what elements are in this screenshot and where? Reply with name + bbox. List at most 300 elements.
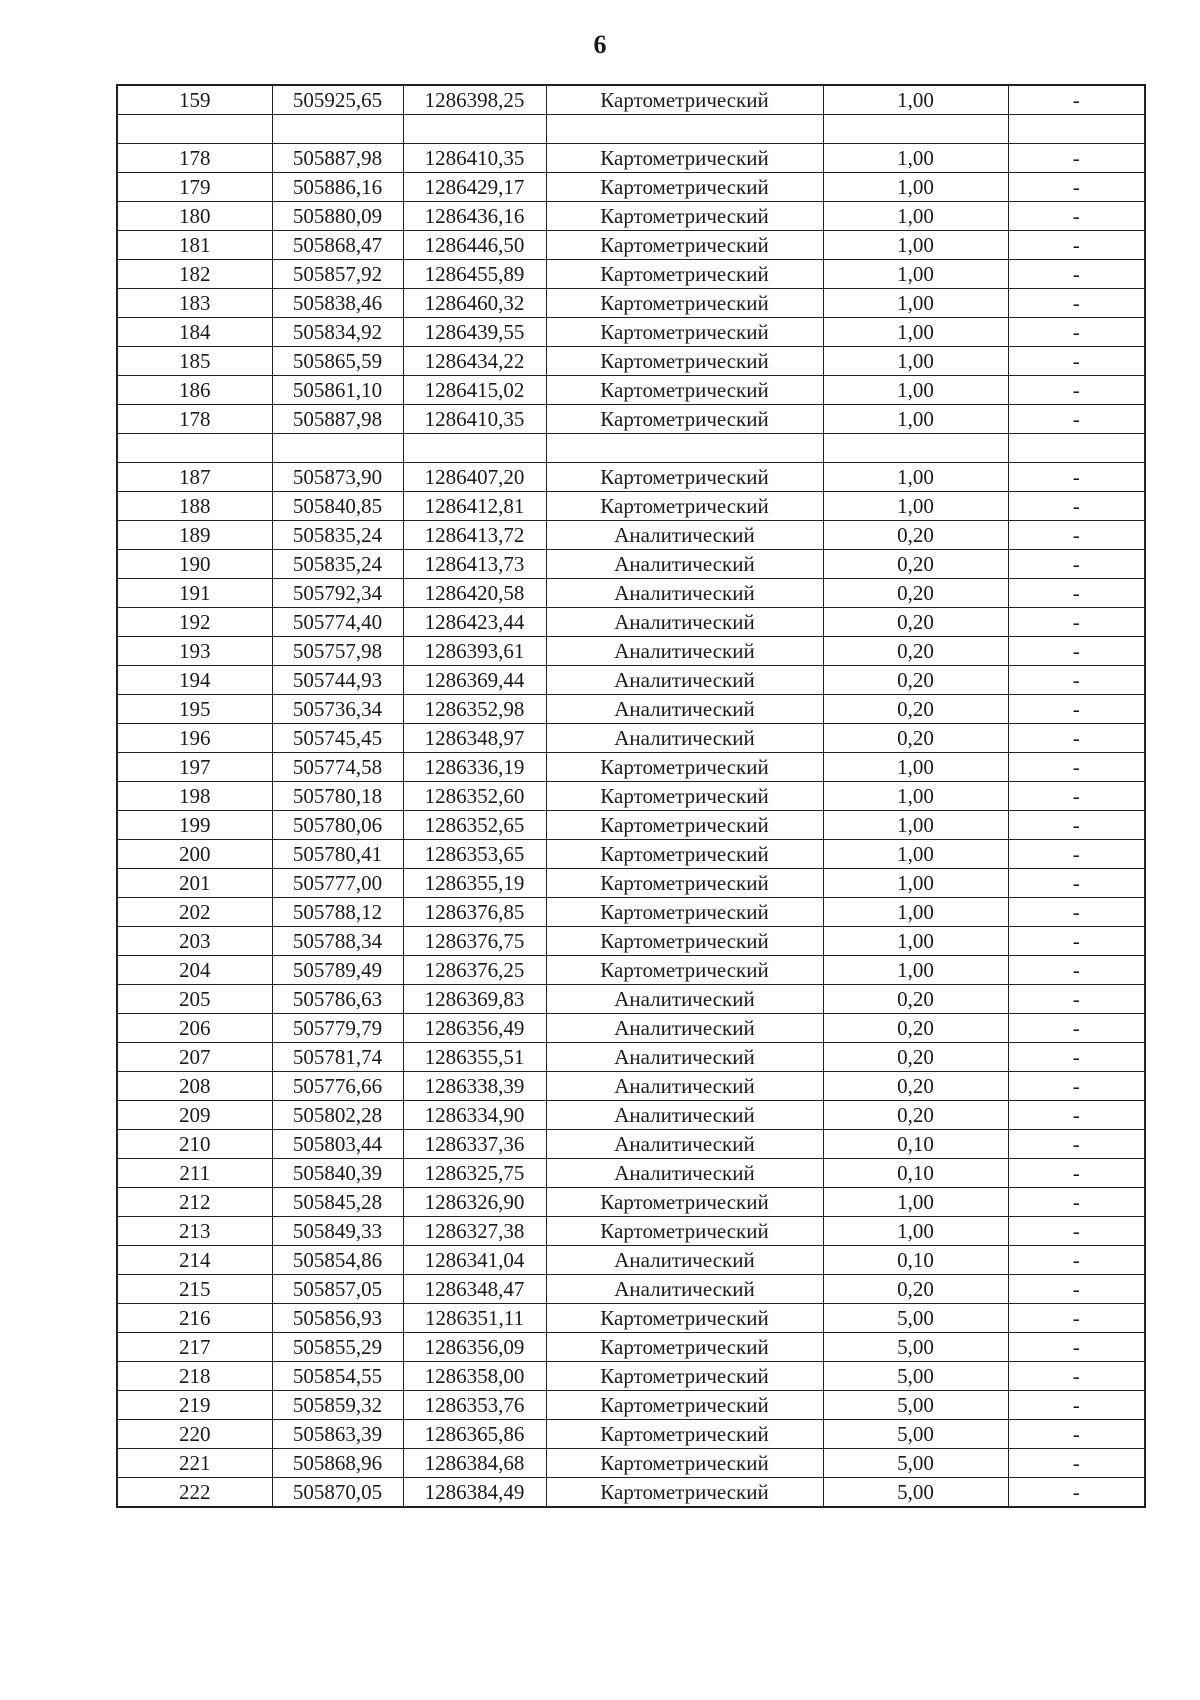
- description-cell: -: [1008, 1478, 1145, 1508]
- description-cell: -: [1008, 1333, 1145, 1362]
- x-coordinate-cell: 505840,85: [272, 492, 403, 521]
- accuracy-cell: 1,00: [823, 782, 1008, 811]
- table-row: [117, 231, 1145, 260]
- y-coordinate-cell: [403, 434, 546, 463]
- x-coordinate-cell: 505792,34: [272, 579, 403, 608]
- point-number-cell: 221: [117, 1449, 272, 1478]
- x-coordinate-cell: 505886,16: [272, 173, 403, 202]
- method-cell: Аналитический: [546, 695, 823, 724]
- method-cell: Картометрический: [546, 1391, 823, 1420]
- table-row: [117, 753, 1145, 782]
- x-coordinate-cell: 505786,63: [272, 985, 403, 1014]
- point-number-cell: 210: [117, 1130, 272, 1159]
- x-coordinate-cell: 505887,98: [272, 144, 403, 173]
- description-cell: [1008, 115, 1145, 144]
- point-number-cell: 159: [117, 85, 272, 115]
- y-coordinate-cell: 1286376,25: [403, 956, 546, 985]
- description-cell: -: [1008, 1246, 1145, 1275]
- accuracy-cell: 5,00: [823, 1420, 1008, 1449]
- table-row: [117, 637, 1145, 666]
- x-coordinate-cell: 505774,58: [272, 753, 403, 782]
- x-coordinate-cell: 505840,39: [272, 1159, 403, 1188]
- point-number-cell: 184: [117, 318, 272, 347]
- point-number-cell: 207: [117, 1043, 272, 1072]
- table-row: [117, 956, 1145, 985]
- table-row-separator: [117, 434, 1145, 463]
- description-cell: [1008, 434, 1145, 463]
- accuracy-cell: 1,00: [823, 405, 1008, 434]
- x-coordinate-cell: 505887,98: [272, 405, 403, 434]
- description-cell: -: [1008, 463, 1145, 492]
- table-row: [117, 376, 1145, 405]
- method-cell: Картометрический: [546, 85, 823, 115]
- method-cell: Аналитический: [546, 1159, 823, 1188]
- method-cell: Картометрический: [546, 840, 823, 869]
- point-number-cell: 201: [117, 869, 272, 898]
- x-coordinate-cell: 505857,05: [272, 1275, 403, 1304]
- method-cell: Картометрический: [546, 811, 823, 840]
- method-cell: Аналитический: [546, 1101, 823, 1130]
- method-cell: Аналитический: [546, 724, 823, 753]
- point-number-cell: 204: [117, 956, 272, 985]
- method-cell: Аналитический: [546, 1246, 823, 1275]
- x-coordinate-cell: 505788,12: [272, 898, 403, 927]
- accuracy-cell: 5,00: [823, 1333, 1008, 1362]
- y-coordinate-cell: 1286327,38: [403, 1217, 546, 1246]
- accuracy-cell: 0,10: [823, 1246, 1008, 1275]
- description-cell: -: [1008, 231, 1145, 260]
- point-number-cell: 206: [117, 1014, 272, 1043]
- accuracy-cell: 1,00: [823, 753, 1008, 782]
- x-coordinate-cell: 505781,74: [272, 1043, 403, 1072]
- description-cell: -: [1008, 492, 1145, 521]
- method-cell: Картометрический: [546, 1362, 823, 1391]
- y-coordinate-cell: 1286341,04: [403, 1246, 546, 1275]
- x-coordinate-cell: 505780,41: [272, 840, 403, 869]
- table-row: [117, 811, 1145, 840]
- method-cell: Картометрический: [546, 1217, 823, 1246]
- description-cell: -: [1008, 840, 1145, 869]
- accuracy-cell: 0,20: [823, 1072, 1008, 1101]
- description-cell: -: [1008, 144, 1145, 173]
- method-cell: Аналитический: [546, 666, 823, 695]
- description-cell: -: [1008, 782, 1145, 811]
- y-coordinate-cell: 1286410,35: [403, 144, 546, 173]
- method-cell: Картометрический: [546, 289, 823, 318]
- accuracy-cell: 0,20: [823, 1275, 1008, 1304]
- description-cell: -: [1008, 898, 1145, 927]
- y-coordinate-cell: 1286407,20: [403, 463, 546, 492]
- accuracy-cell: 0,20: [823, 666, 1008, 695]
- method-cell: Аналитический: [546, 579, 823, 608]
- method-cell: Картометрический: [546, 782, 823, 811]
- x-coordinate-cell: 505777,00: [272, 869, 403, 898]
- accuracy-cell: 0,10: [823, 1130, 1008, 1159]
- description-cell: -: [1008, 666, 1145, 695]
- description-cell: -: [1008, 289, 1145, 318]
- y-coordinate-cell: 1286384,68: [403, 1449, 546, 1478]
- y-coordinate-cell: 1286355,19: [403, 869, 546, 898]
- table-row: [117, 550, 1145, 579]
- description-cell: -: [1008, 1391, 1145, 1420]
- y-coordinate-cell: 1286336,19: [403, 753, 546, 782]
- accuracy-cell: 1,00: [823, 173, 1008, 202]
- y-coordinate-cell: 1286352,98: [403, 695, 546, 724]
- description-cell: -: [1008, 927, 1145, 956]
- y-coordinate-cell: 1286353,76: [403, 1391, 546, 1420]
- accuracy-cell: [823, 115, 1008, 144]
- point-number-cell: 208: [117, 1072, 272, 1101]
- point-number-cell: 209: [117, 1101, 272, 1130]
- description-cell: -: [1008, 695, 1145, 724]
- point-number-cell: 211: [117, 1159, 272, 1188]
- description-cell: -: [1008, 579, 1145, 608]
- table-row: [117, 1391, 1145, 1420]
- y-coordinate-cell: 1286376,85: [403, 898, 546, 927]
- y-coordinate-cell: 1286420,58: [403, 579, 546, 608]
- accuracy-cell: 5,00: [823, 1304, 1008, 1333]
- accuracy-cell: 1,00: [823, 376, 1008, 405]
- table-row-separator: [117, 115, 1145, 144]
- description-cell: -: [1008, 1101, 1145, 1130]
- accuracy-cell: 1,00: [823, 927, 1008, 956]
- point-number-cell: 220: [117, 1420, 272, 1449]
- point-number-cell: 203: [117, 927, 272, 956]
- x-coordinate-cell: 505854,86: [272, 1246, 403, 1275]
- point-number-cell: 192: [117, 608, 272, 637]
- x-coordinate-cell: 505776,66: [272, 1072, 403, 1101]
- point-number-cell: 189: [117, 521, 272, 550]
- table-row: [117, 492, 1145, 521]
- x-coordinate-cell: 505856,93: [272, 1304, 403, 1333]
- table-row: [117, 347, 1145, 376]
- accuracy-cell: 1,00: [823, 85, 1008, 115]
- point-number-cell: 183: [117, 289, 272, 318]
- table-row: [117, 1043, 1145, 1072]
- y-coordinate-cell: 1286326,90: [403, 1188, 546, 1217]
- point-number-cell: 179: [117, 173, 272, 202]
- point-number-cell: 193: [117, 637, 272, 666]
- point-number-cell: 200: [117, 840, 272, 869]
- method-cell: [546, 434, 823, 463]
- accuracy-cell: 1,00: [823, 260, 1008, 289]
- y-coordinate-cell: 1286355,51: [403, 1043, 546, 1072]
- point-number-cell: 202: [117, 898, 272, 927]
- point-number-cell: 217: [117, 1333, 272, 1362]
- description-cell: -: [1008, 1188, 1145, 1217]
- x-coordinate-cell: 505870,05: [272, 1478, 403, 1508]
- table-row: [117, 1014, 1145, 1043]
- point-number-cell: 181: [117, 231, 272, 260]
- method-cell: Картометрический: [546, 898, 823, 927]
- accuracy-cell: 0,20: [823, 637, 1008, 666]
- accuracy-cell: [823, 434, 1008, 463]
- point-number-cell: [117, 434, 272, 463]
- description-cell: -: [1008, 1362, 1145, 1391]
- accuracy-cell: 1,00: [823, 463, 1008, 492]
- accuracy-cell: 5,00: [823, 1449, 1008, 1478]
- y-coordinate-cell: 1286376,75: [403, 927, 546, 956]
- description-cell: -: [1008, 173, 1145, 202]
- accuracy-cell: 0,20: [823, 550, 1008, 579]
- y-coordinate-cell: 1286351,11: [403, 1304, 546, 1333]
- x-coordinate-cell: 505845,28: [272, 1188, 403, 1217]
- point-number-cell: 219: [117, 1391, 272, 1420]
- method-cell: Картометрический: [546, 927, 823, 956]
- table-row: [117, 318, 1145, 347]
- accuracy-cell: 0,20: [823, 1014, 1008, 1043]
- accuracy-cell: 1,00: [823, 347, 1008, 376]
- point-number-cell: 191: [117, 579, 272, 608]
- method-cell: Картометрический: [546, 956, 823, 985]
- description-cell: -: [1008, 347, 1145, 376]
- method-cell: Картометрический: [546, 231, 823, 260]
- coordinates-table-body: [117, 85, 1145, 1507]
- method-cell: Картометрический: [546, 1188, 823, 1217]
- table-row: [117, 1159, 1145, 1188]
- point-number-cell: [117, 115, 272, 144]
- method-cell: Картометрический: [546, 1420, 823, 1449]
- accuracy-cell: 1,00: [823, 202, 1008, 231]
- accuracy-cell: 0,20: [823, 724, 1008, 753]
- y-coordinate-cell: 1286358,00: [403, 1362, 546, 1391]
- x-coordinate-cell: 505779,79: [272, 1014, 403, 1043]
- description-cell: -: [1008, 637, 1145, 666]
- accuracy-cell: 0,20: [823, 695, 1008, 724]
- method-cell: Аналитический: [546, 985, 823, 1014]
- y-coordinate-cell: 1286352,60: [403, 782, 546, 811]
- accuracy-cell: 1,00: [823, 869, 1008, 898]
- table-row: [117, 85, 1145, 115]
- y-coordinate-cell: 1286439,55: [403, 318, 546, 347]
- point-number-cell: 197: [117, 753, 272, 782]
- method-cell: Картометрический: [546, 1304, 823, 1333]
- method-cell: Картометрический: [546, 376, 823, 405]
- accuracy-cell: 1,00: [823, 492, 1008, 521]
- accuracy-cell: 0,20: [823, 521, 1008, 550]
- table-row: [117, 521, 1145, 550]
- y-coordinate-cell: 1286410,35: [403, 405, 546, 434]
- description-cell: -: [1008, 608, 1145, 637]
- table-row: [117, 1333, 1145, 1362]
- x-coordinate-cell: 505857,92: [272, 260, 403, 289]
- x-coordinate-cell: [272, 115, 403, 144]
- x-coordinate-cell: 505855,29: [272, 1333, 403, 1362]
- description-cell: -: [1008, 376, 1145, 405]
- x-coordinate-cell: 505861,10: [272, 376, 403, 405]
- y-coordinate-cell: 1286455,89: [403, 260, 546, 289]
- point-number-cell: 190: [117, 550, 272, 579]
- y-coordinate-cell: 1286434,22: [403, 347, 546, 376]
- y-coordinate-cell: 1286429,17: [403, 173, 546, 202]
- point-number-cell: 216: [117, 1304, 272, 1333]
- x-coordinate-cell: [272, 434, 403, 463]
- y-coordinate-cell: 1286413,73: [403, 550, 546, 579]
- y-coordinate-cell: [403, 115, 546, 144]
- accuracy-cell: 0,20: [823, 579, 1008, 608]
- method-cell: Картометрический: [546, 1333, 823, 1362]
- x-coordinate-cell: 505849,33: [272, 1217, 403, 1246]
- y-coordinate-cell: 1286384,49: [403, 1478, 546, 1508]
- x-coordinate-cell: 505744,93: [272, 666, 403, 695]
- description-cell: -: [1008, 985, 1145, 1014]
- method-cell: Картометрический: [546, 260, 823, 289]
- description-cell: -: [1008, 811, 1145, 840]
- table-row: [117, 1246, 1145, 1275]
- y-coordinate-cell: 1286348,47: [403, 1275, 546, 1304]
- y-coordinate-cell: 1286348,97: [403, 724, 546, 753]
- point-number-cell: 198: [117, 782, 272, 811]
- x-coordinate-cell: 505925,65: [272, 85, 403, 115]
- accuracy-cell: 1,00: [823, 898, 1008, 927]
- y-coordinate-cell: 1286325,75: [403, 1159, 546, 1188]
- x-coordinate-cell: 505854,55: [272, 1362, 403, 1391]
- coordinates-table: [116, 84, 1146, 1508]
- description-cell: -: [1008, 521, 1145, 550]
- x-coordinate-cell: 505780,18: [272, 782, 403, 811]
- x-coordinate-cell: 505880,09: [272, 202, 403, 231]
- table-row: [117, 927, 1145, 956]
- description-cell: -: [1008, 753, 1145, 782]
- x-coordinate-cell: 505863,39: [272, 1420, 403, 1449]
- y-coordinate-cell: 1286460,32: [403, 289, 546, 318]
- description-cell: -: [1008, 1159, 1145, 1188]
- y-coordinate-cell: 1286338,39: [403, 1072, 546, 1101]
- table-row: [117, 985, 1145, 1014]
- method-cell: Аналитический: [546, 1275, 823, 1304]
- table-row: [117, 173, 1145, 202]
- point-number-cell: 194: [117, 666, 272, 695]
- method-cell: Картометрический: [546, 144, 823, 173]
- method-cell: Аналитический: [546, 608, 823, 637]
- table-row: [117, 840, 1145, 869]
- point-number-cell: 187: [117, 463, 272, 492]
- description-cell: -: [1008, 260, 1145, 289]
- point-number-cell: 185: [117, 347, 272, 376]
- method-cell: Картометрический: [546, 869, 823, 898]
- accuracy-cell: 0,10: [823, 1159, 1008, 1188]
- method-cell: Аналитический: [546, 1043, 823, 1072]
- x-coordinate-cell: 505803,44: [272, 1130, 403, 1159]
- description-cell: -: [1008, 405, 1145, 434]
- table-row: [117, 724, 1145, 753]
- point-number-cell: 205: [117, 985, 272, 1014]
- accuracy-cell: 1,00: [823, 1188, 1008, 1217]
- method-cell: Картометрический: [546, 318, 823, 347]
- x-coordinate-cell: 505774,40: [272, 608, 403, 637]
- method-cell: Картометрический: [546, 463, 823, 492]
- method-cell: Аналитический: [546, 550, 823, 579]
- point-number-cell: 199: [117, 811, 272, 840]
- description-cell: -: [1008, 1217, 1145, 1246]
- y-coordinate-cell: 1286398,25: [403, 85, 546, 115]
- y-coordinate-cell: 1286356,49: [403, 1014, 546, 1043]
- method-cell: Картометрический: [546, 492, 823, 521]
- table-row: [117, 1101, 1145, 1130]
- y-coordinate-cell: 1286352,65: [403, 811, 546, 840]
- accuracy-cell: 0,20: [823, 608, 1008, 637]
- x-coordinate-cell: 505780,06: [272, 811, 403, 840]
- table-row: [117, 1304, 1145, 1333]
- accuracy-cell: 1,00: [823, 811, 1008, 840]
- description-cell: -: [1008, 318, 1145, 347]
- table-row: [117, 1449, 1145, 1478]
- table-row: [117, 666, 1145, 695]
- y-coordinate-cell: 1286353,65: [403, 840, 546, 869]
- table-row: [117, 1130, 1145, 1159]
- x-coordinate-cell: 505802,28: [272, 1101, 403, 1130]
- y-coordinate-cell: 1286446,50: [403, 231, 546, 260]
- table-row: [117, 1478, 1145, 1508]
- method-cell: Картометрический: [546, 1478, 823, 1508]
- x-coordinate-cell: 505859,32: [272, 1391, 403, 1420]
- table-row: [117, 782, 1145, 811]
- y-coordinate-cell: 1286337,36: [403, 1130, 546, 1159]
- method-cell: Картометрический: [546, 347, 823, 376]
- table-row: [117, 144, 1145, 173]
- description-cell: -: [1008, 869, 1145, 898]
- method-cell: Картометрический: [546, 753, 823, 782]
- table-row: [117, 1275, 1145, 1304]
- description-cell: -: [1008, 1275, 1145, 1304]
- x-coordinate-cell: 505736,34: [272, 695, 403, 724]
- point-number-cell: 196: [117, 724, 272, 753]
- x-coordinate-cell: 505834,92: [272, 318, 403, 347]
- point-number-cell: 214: [117, 1246, 272, 1275]
- description-cell: -: [1008, 1014, 1145, 1043]
- x-coordinate-cell: 505838,46: [272, 289, 403, 318]
- table-row: [117, 869, 1145, 898]
- point-number-cell: 218: [117, 1362, 272, 1391]
- table-row: [117, 1420, 1145, 1449]
- description-cell: -: [1008, 956, 1145, 985]
- x-coordinate-cell: 505745,45: [272, 724, 403, 753]
- table-row: [117, 695, 1145, 724]
- table-row: [117, 579, 1145, 608]
- y-coordinate-cell: 1286369,44: [403, 666, 546, 695]
- point-number-cell: 186: [117, 376, 272, 405]
- accuracy-cell: 1,00: [823, 231, 1008, 260]
- accuracy-cell: 5,00: [823, 1478, 1008, 1508]
- table-row: [117, 1072, 1145, 1101]
- method-cell: Картометрический: [546, 173, 823, 202]
- x-coordinate-cell: 505868,96: [272, 1449, 403, 1478]
- x-coordinate-cell: 505873,90: [272, 463, 403, 492]
- description-cell: -: [1008, 1449, 1145, 1478]
- method-cell: [546, 115, 823, 144]
- point-number-cell: 213: [117, 1217, 272, 1246]
- method-cell: Аналитический: [546, 1014, 823, 1043]
- x-coordinate-cell: 505835,24: [272, 521, 403, 550]
- x-coordinate-cell: 505835,24: [272, 550, 403, 579]
- description-cell: -: [1008, 85, 1145, 115]
- description-cell: -: [1008, 724, 1145, 753]
- x-coordinate-cell: 505757,98: [272, 637, 403, 666]
- y-coordinate-cell: 1286393,61: [403, 637, 546, 666]
- accuracy-cell: 0,20: [823, 985, 1008, 1014]
- y-coordinate-cell: 1286423,44: [403, 608, 546, 637]
- accuracy-cell: 5,00: [823, 1362, 1008, 1391]
- method-cell: Картометрический: [546, 405, 823, 434]
- accuracy-cell: 1,00: [823, 144, 1008, 173]
- description-cell: -: [1008, 1420, 1145, 1449]
- description-cell: -: [1008, 1043, 1145, 1072]
- x-coordinate-cell: 505865,59: [272, 347, 403, 376]
- table-row: [117, 260, 1145, 289]
- accuracy-cell: 1,00: [823, 840, 1008, 869]
- x-coordinate-cell: 505789,49: [272, 956, 403, 985]
- description-cell: -: [1008, 550, 1145, 579]
